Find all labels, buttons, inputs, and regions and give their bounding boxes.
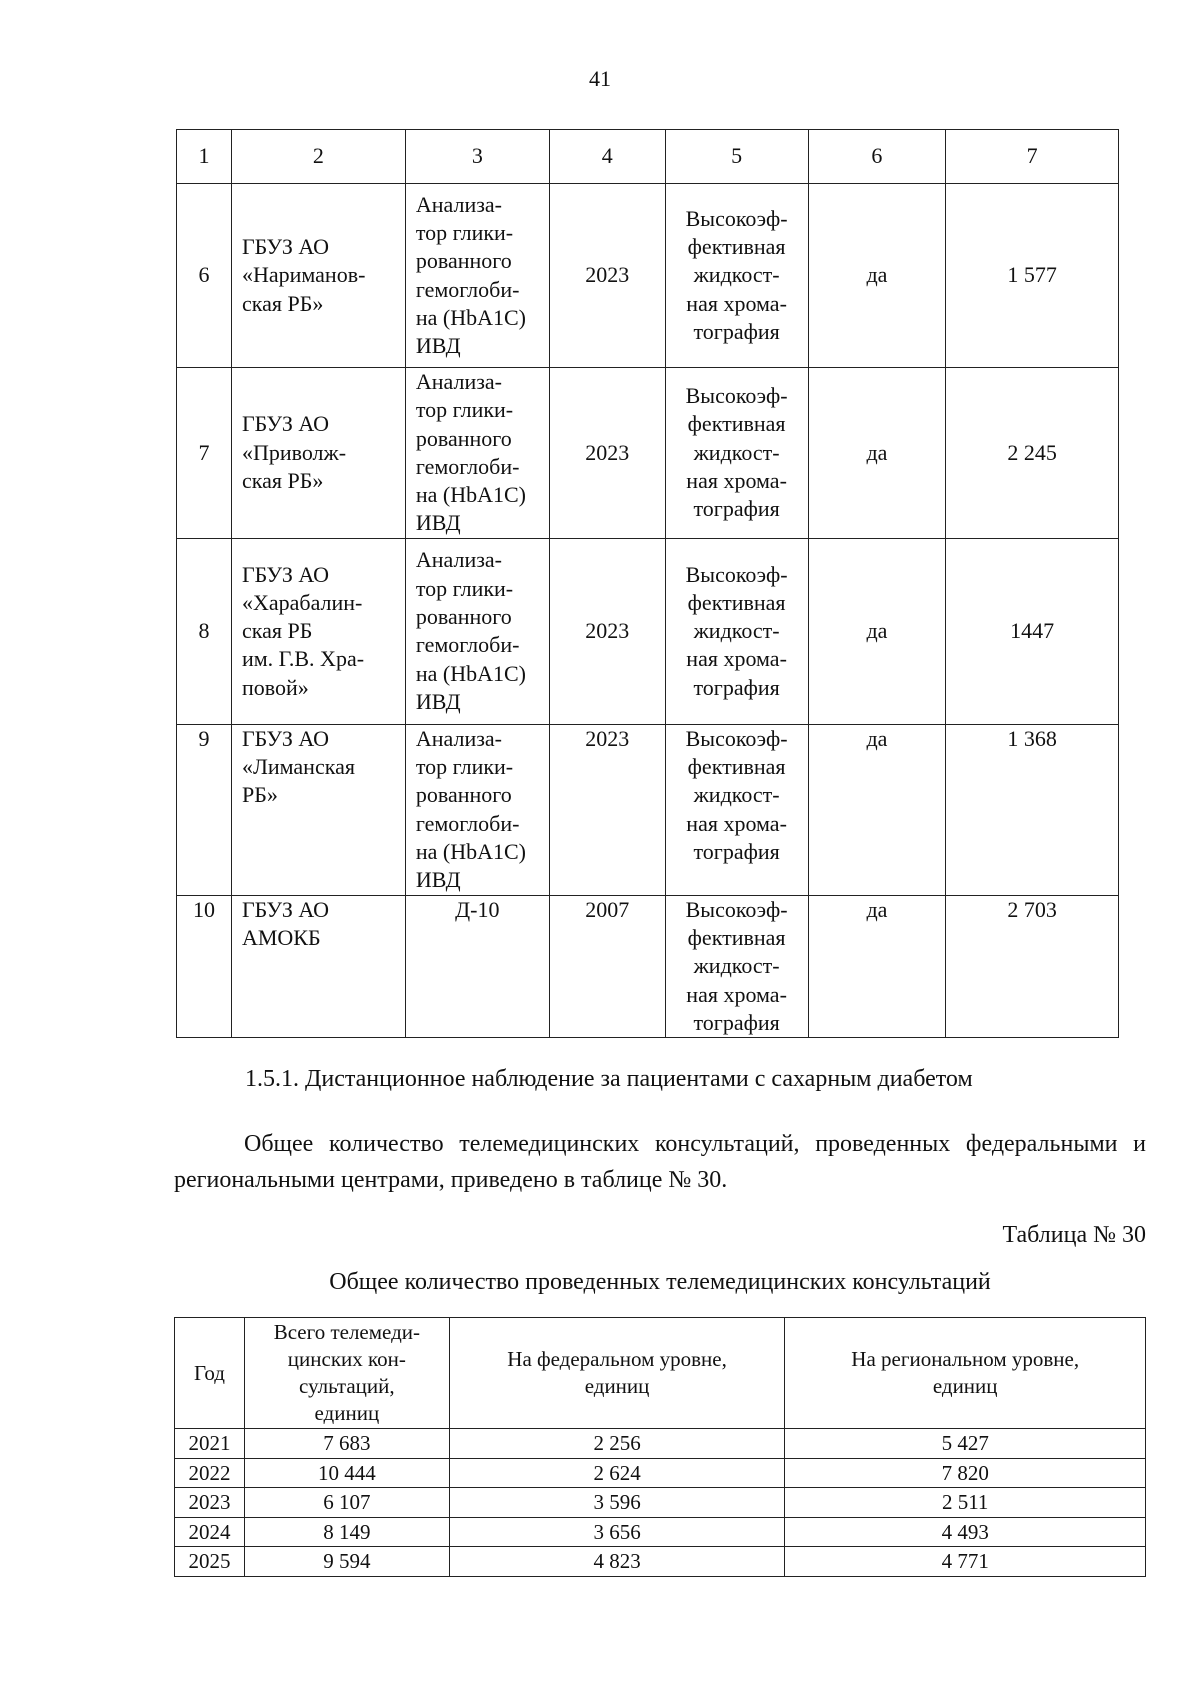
device-cell: Анализа- тор глики- рованного гемоглоби- на (HbA1C) ИВД bbox=[405, 368, 549, 539]
organization-cell: ГБУЗ АО «Харабалин- ская РБ им. Г.В. Хра- повой» bbox=[231, 538, 405, 724]
device-cell: Анализа- тор глики- рованного гемоглоби- на (HbA1C) ИВД bbox=[405, 538, 549, 724]
table-header-row bbox=[177, 130, 1119, 184]
page-number: 41 bbox=[589, 66, 611, 91]
row-number: 9 bbox=[177, 724, 232, 895]
count-cell: 1447 bbox=[946, 538, 1119, 724]
table-number: Таблица № 30 bbox=[1002, 1222, 1146, 1248]
table-row bbox=[175, 1488, 1146, 1518]
header-federal: На федеральном уровне, единиц bbox=[449, 1318, 785, 1429]
year-cell: 2023 bbox=[549, 184, 665, 368]
count-cell: 1 577 bbox=[946, 184, 1119, 368]
organization-cell: ГБУЗ АО «Приволж- ская РБ» bbox=[231, 368, 405, 539]
total-cell: 7 683 bbox=[244, 1429, 449, 1459]
method-cell: Высокоэф- фективная жидкост- ная хрома- тография bbox=[665, 895, 808, 1037]
regional-cell: 4 493 bbox=[785, 1517, 1146, 1547]
header-regional: На региональном уровне, единиц bbox=[785, 1318, 1146, 1429]
flag-cell: да bbox=[808, 724, 946, 895]
method-cell: Высокоэф- фективная жидкост- ная хрома- тография bbox=[665, 724, 808, 895]
header-cell: 4 bbox=[549, 130, 665, 184]
flag-cell: да bbox=[808, 184, 946, 368]
federal-cell: 2 624 bbox=[449, 1458, 785, 1488]
row-number: 7 bbox=[177, 368, 232, 539]
year-cell: 2023 bbox=[549, 368, 665, 539]
federal-cell: 4 823 bbox=[449, 1547, 785, 1577]
table-header-row bbox=[175, 1318, 1146, 1429]
regional-cell: 7 820 bbox=[785, 1458, 1146, 1488]
header-total: Всего телемеди- цинских кон- сультаций, единиц bbox=[244, 1318, 449, 1429]
year-cell: 2025 bbox=[175, 1547, 245, 1577]
federal-cell: 2 256 bbox=[449, 1429, 785, 1459]
year-cell: 2023 bbox=[549, 724, 665, 895]
header-cell: 1 bbox=[177, 130, 232, 184]
total-cell: 10 444 bbox=[244, 1458, 449, 1488]
section-heading: 1.5.1. Дистанционное наблюдение за пациентами с сахарным диабетом bbox=[245, 1066, 973, 1092]
device-cell: Д-10 bbox=[405, 895, 549, 1037]
body-paragraph: Общее количество телемедицинских консультаций, проведенных федеральными и региональными центрами, приведено в таблице № 30. bbox=[174, 1131, 1146, 1193]
table-row bbox=[177, 538, 1119, 724]
header-year: Год bbox=[175, 1318, 245, 1429]
year-cell: 2023 bbox=[175, 1488, 245, 1518]
year-cell: 2024 bbox=[175, 1517, 245, 1547]
organization-cell: ГБУЗ АО «Нариманов- ская РБ» bbox=[231, 184, 405, 368]
flag-cell: да bbox=[808, 538, 946, 724]
telemedicine-table bbox=[174, 1317, 1146, 1577]
row-number: 6 bbox=[177, 184, 232, 368]
year-cell: 2023 bbox=[549, 538, 665, 724]
table-row bbox=[177, 895, 1119, 1037]
table-row bbox=[177, 184, 1119, 368]
regional-cell: 5 427 bbox=[785, 1429, 1146, 1459]
row-number: 8 bbox=[177, 538, 232, 724]
count-cell: 2 703 bbox=[946, 895, 1119, 1037]
total-cell: 8 149 bbox=[244, 1517, 449, 1547]
organization-cell: ГБУЗ АО «Лиманская РБ» bbox=[231, 724, 405, 895]
year-cell: 2021 bbox=[175, 1429, 245, 1459]
equipment-table bbox=[176, 129, 1119, 1038]
table-caption: Общее количество проведенных телемедицинских консультаций bbox=[329, 1269, 991, 1295]
header-cell: 7 bbox=[946, 130, 1119, 184]
header-cell: 5 bbox=[665, 130, 808, 184]
method-cell: Высокоэф- фективная жидкост- ная хрома- тография bbox=[665, 538, 808, 724]
count-cell: 1 368 bbox=[946, 724, 1119, 895]
total-cell: 9 594 bbox=[244, 1547, 449, 1577]
flag-cell: да bbox=[808, 895, 946, 1037]
regional-cell: 2 511 bbox=[785, 1488, 1146, 1518]
method-cell: Высокоэф- фективная жидкост- ная хрома- тография bbox=[665, 368, 808, 539]
device-cell: Анализа- тор глики- рованного гемоглоби- на (HbA1C) ИВД bbox=[405, 724, 549, 895]
header-cell: 2 bbox=[231, 130, 405, 184]
table-row bbox=[175, 1458, 1146, 1488]
table-row bbox=[175, 1547, 1146, 1577]
count-cell: 2 245 bbox=[946, 368, 1119, 539]
method-cell: Высокоэф- фективная жидкост- ная хрома- тография bbox=[665, 184, 808, 368]
header-cell: 3 bbox=[405, 130, 549, 184]
year-cell: 2022 bbox=[175, 1458, 245, 1488]
table-row bbox=[175, 1429, 1146, 1459]
flag-cell: да bbox=[808, 368, 946, 539]
header-cell: 6 bbox=[808, 130, 946, 184]
table-row bbox=[177, 724, 1119, 895]
organization-cell: ГБУЗ АО АМОКБ bbox=[231, 895, 405, 1037]
device-cell: Анализа- тор глики- рованного гемоглоби- на (HbA1C) ИВД bbox=[405, 184, 549, 368]
table-row bbox=[177, 368, 1119, 539]
row-number: 10 bbox=[177, 895, 232, 1037]
total-cell: 6 107 bbox=[244, 1488, 449, 1518]
federal-cell: 3 596 bbox=[449, 1488, 785, 1518]
federal-cell: 3 656 bbox=[449, 1517, 785, 1547]
regional-cell: 4 771 bbox=[785, 1547, 1146, 1577]
table-row bbox=[175, 1517, 1146, 1547]
year-cell: 2007 bbox=[549, 895, 665, 1037]
